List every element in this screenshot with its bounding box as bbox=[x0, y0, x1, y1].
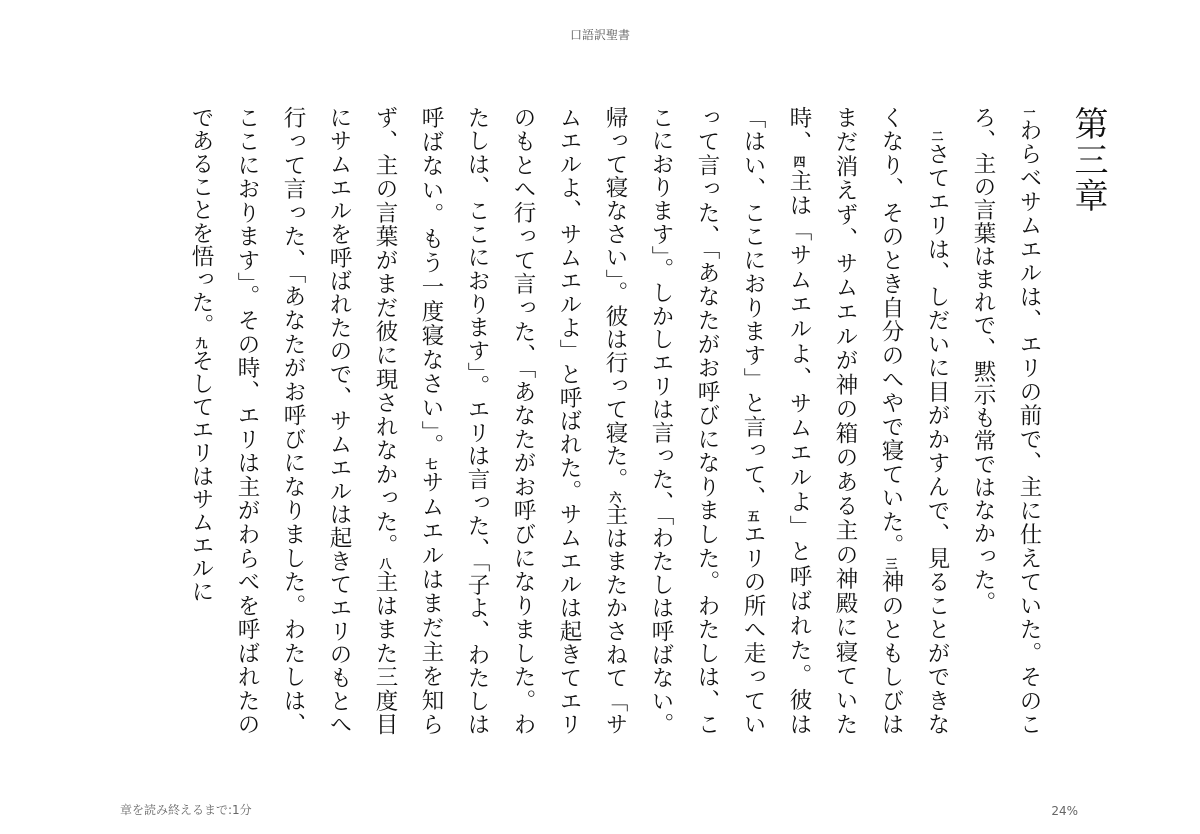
verse-number: 六 bbox=[608, 490, 622, 504]
verse-number: 九 bbox=[194, 337, 208, 349]
verse-number: 一 bbox=[1022, 106, 1036, 119]
page-body bbox=[125, 106, 1110, 736]
verse-number: 八 bbox=[378, 557, 392, 571]
progress-percent: 24% bbox=[1051, 804, 1078, 818]
verse-segment: わらベサムエルは、エリの前で、主に仕えていた。そのころ、主の言葉はまれで、黙示も常ではなかった。 bbox=[970, 106, 1042, 736]
chapter-text bbox=[178, 106, 1052, 736]
verse-segment: エリの所へ走っていって言った、「あなたがお呼びになりました。わたしは、ここにおります」。しかしエリは言った、「わたしは呼ばない。帰って寝なさい」。彼は行って寝た。 bbox=[602, 106, 766, 736]
verse-segment: 主は「サムエルよ、サムエルよ」と呼ばれた。彼は「はい、ここにおります」と言って、 bbox=[740, 106, 812, 736]
verse-number: 四 bbox=[792, 155, 806, 170]
verse-segment: そしてエリはサムエルに bbox=[188, 349, 214, 604]
time-remaining-label: 章を読み終えるまで:1分 bbox=[120, 803, 252, 817]
paragraph-indent bbox=[924, 106, 950, 130]
verse-segment: 主はまた三度目にサムエルを呼ばれたので、サムエルは起きてエリのもとへ行って言った、「あなたがお呼びになりました。わたしは、ここにおります」。その時、エリは主がわらべを呼ばれたのであることを悟った。 bbox=[188, 106, 398, 736]
book-title: 口語訳聖書 bbox=[569, 28, 630, 42]
verse-number: 五 bbox=[746, 510, 760, 523]
verse-number: 七 bbox=[424, 457, 438, 471]
verse-number: 三 bbox=[884, 557, 898, 571]
chapter-heading: 第三章 bbox=[1068, 106, 1108, 214]
verse-segment: サムエルはまだ主を知らず、主の言葉がまだ彼に現されなかった。 bbox=[372, 106, 444, 736]
verse-segment: 神のともしびはまだ消えず、サムエルが神の箱のある主の神殿に寝ていた時、 bbox=[786, 106, 904, 736]
verse-segment: 主はまたかさねて「サムエルよ、サムエルよ」と呼ばれた。サムエルは起きてエリのもとへ行って言った、「あなたがお呼びになりました。わたしは、ここにおります」。エリは言った、「子よ、わたしは呼ばない。もう一度寝なさい」。 bbox=[418, 106, 628, 736]
verse-segment: さてエリは、しだいに目がかすんで、見ることができなくなり、そのとき自分のへやで寝ていた。 bbox=[878, 106, 950, 736]
verse-number: 二 bbox=[930, 129, 944, 143]
